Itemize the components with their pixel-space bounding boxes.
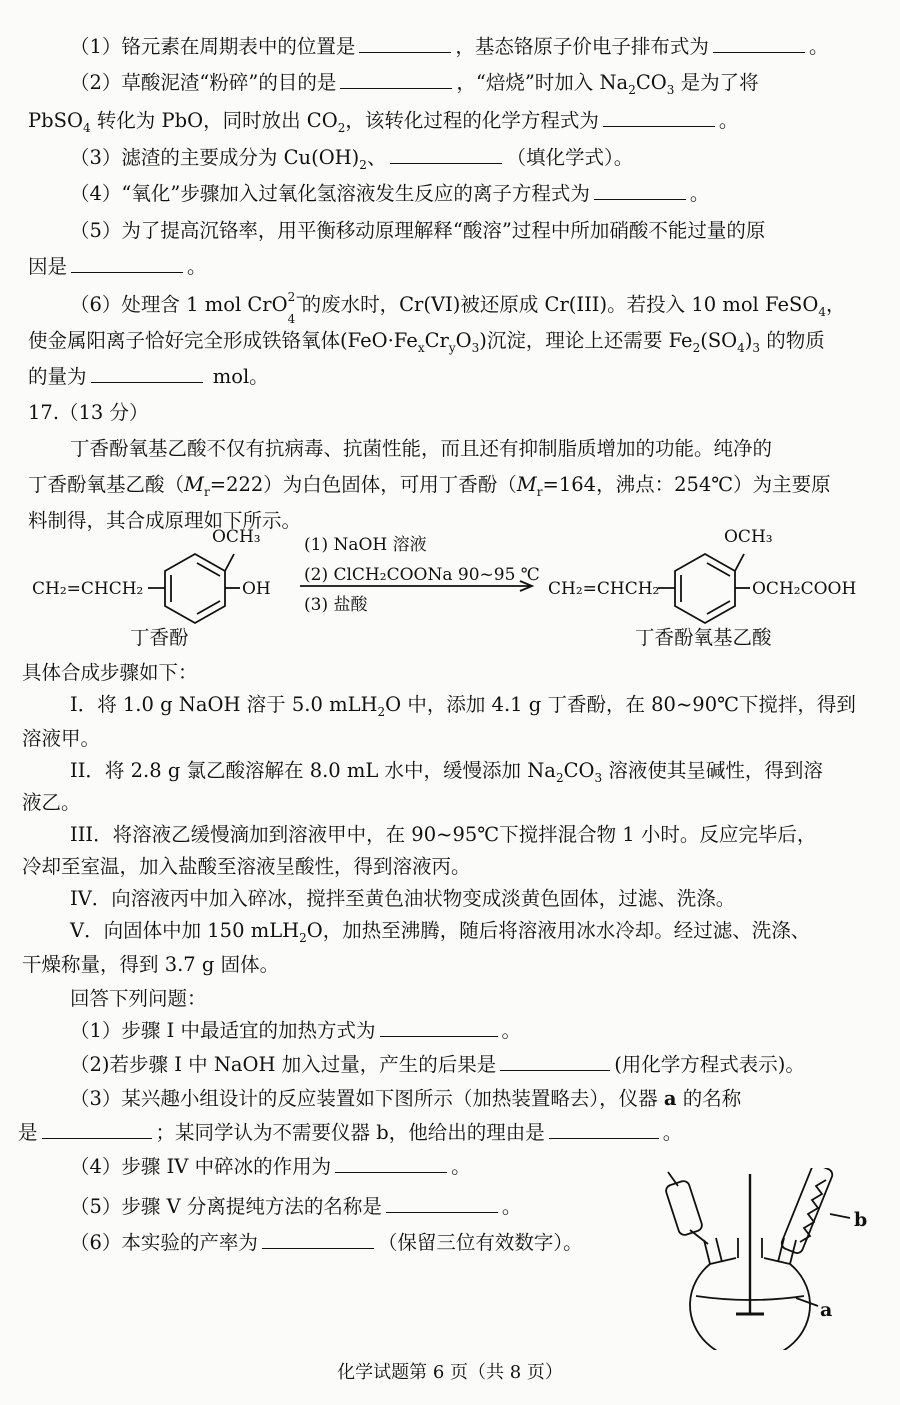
steps-title: 具体合成步骤如下：	[22, 661, 198, 684]
name-eugenol: 丁香酚	[130, 626, 189, 649]
benzene-ring-left	[165, 554, 225, 623]
page-footer: 化学试题第 6 页（共 8 页）	[337, 1362, 563, 1383]
och3-left: OCH₃	[212, 527, 261, 547]
q17-intro-3: 料制得，其合成原理如下所示。	[28, 509, 302, 532]
answer-1: （1）步骤 I 中最适宜的加热方式为 。	[70, 1014, 900, 1048]
answer-blank[interactable]	[359, 30, 451, 53]
answer-blank[interactable]	[713, 30, 805, 53]
dropping-funnel	[665, 1180, 704, 1237]
answer-blank[interactable]	[262, 1226, 374, 1249]
oh-group: OH	[242, 579, 271, 599]
q16-part6-cont: 使金属阳离子恰好完全形成铁铬氧体$(FeO\cdot Fe_xCr_yO_3)$沉淀，理论上还需要 $Fe_2(SO_4)_3$ 的物质	[28, 329, 825, 355]
step-3-cont: 冷却至室温，加入盐酸至溶液呈酸性，得到溶液丙。	[22, 855, 471, 878]
q16-part5: （5）为了提高沉铬率，用平衡移动原理解释“酸溶”过程中所加硝酸不能过量的原	[70, 219, 766, 242]
name-product: 丁香酚氧基乙酸	[635, 626, 772, 649]
label-b: b	[854, 1209, 868, 1231]
answer-title: 回答下列问题：	[70, 987, 207, 1010]
answer-blank[interactable]	[594, 177, 686, 200]
answer-blank[interactable]	[71, 250, 183, 273]
q16-part2-cont: PbSO$_4$ 转化为 PbO，同时放出 $CO_2$，该转化过程的化学方程式为 。	[28, 104, 900, 138]
step-5-cont: 干燥称量，得到 3.7 g 固体。	[22, 953, 280, 976]
answer-3: （3）某兴趣小组设计的反应装置如下图所示（加热装置略去），仪器 a 的名称	[70, 1087, 742, 1110]
answer-2: （2)若步骤 I 中 NaOH 加入过量，产生的后果是 (用化学方程式表示)。	[70, 1048, 900, 1082]
q17-header: 17.（13 分）	[28, 401, 149, 424]
step-5: V．向固体中加 150 mLH$_2$O，加热至沸腾，随后将溶液用冰水冷却。经过滤、洗涤、	[70, 919, 811, 945]
answer-blank[interactable]	[335, 1150, 447, 1173]
label-a: a	[820, 1299, 833, 1321]
step-4: IV．向溶液丙中加入碎冰，搅拌至黄色油状物变成淡黄色固体，过滤、洗涤。	[70, 887, 736, 910]
answer-blank[interactable]	[390, 141, 502, 164]
q17-intro: 丁香酚氧基乙酸不仅有抗病毒、抗菌性能，而且还有抑制脂质增加的功能。纯净的	[70, 437, 773, 460]
reagent-3: (3) 盐酸	[304, 595, 368, 615]
answer-6: （6）本实验的产率为 （保留三位有效数字）。	[70, 1226, 900, 1260]
q16-part3: （3）滤渣的主要成分为 $Cu(OH)_2$、 （填化学式）。	[70, 141, 900, 175]
answer-blank[interactable]	[500, 1048, 610, 1071]
q16-part6: （6）处理含 1 mol CrO 2− 4 的废水时，Cr(VI)被还原成 Cr(III)。若投入 10 mol FeSO$_4$，	[70, 290, 846, 326]
q16-part2: （2）草酸泥渣“粉碎”的目的是 ，“焙烧”时加入 $Na_2CO_3$ 是为了将	[70, 66, 900, 100]
answer-blank[interactable]	[386, 1190, 498, 1213]
answer-blank[interactable]	[380, 1014, 498, 1037]
step-1-cont: 溶液甲。	[22, 727, 101, 750]
step-1: I．将 1.0 g NaOH 溶于 5.0 mLH$_2$O 中，添加 4.1 g 丁香酚，在 80~90℃下搅拌，得到	[70, 693, 856, 719]
oxyacetic-group: OCH₂COOH	[752, 579, 857, 599]
reagent-1: (1) NaOH 溶液	[304, 535, 427, 555]
q16-part1: （1）铬元素在周期表中的位置是 ，基态铬原子价电子排布式为 。	[70, 30, 900, 64]
q17-intro-2: 丁香酚氧基乙酸$(M_r=222)$为白色固体，可用丁香酚（$M_r=164$，沸点：254℃）为主要原	[28, 473, 831, 499]
q16-part4: （4）“氧化”步骤加入过氧化氢溶液发生反应的离子方程式为 。	[70, 177, 900, 211]
q16-part6-cont2: 的量为 mol。	[28, 360, 900, 394]
och3-right: OCH₃	[724, 527, 773, 547]
reagent-2: (2) ClCH₂COONa 90~95 ℃	[304, 565, 540, 585]
reaction-scheme	[0, 518, 900, 658]
answer-5: （5）步骤 V 分离提纯方法的名称是 。	[70, 1190, 900, 1224]
q16-part5-cont: 因是 。	[28, 250, 900, 284]
reaction-apparatus	[650, 1168, 880, 1350]
answer-blank[interactable]	[549, 1116, 659, 1139]
answer-blank[interactable]	[91, 360, 203, 383]
answer-3-cont: 是 ；某同学认为不需要仪器 b，他给出的理由是 。	[18, 1116, 900, 1150]
chain-left: CH₂=CHCH₂	[32, 579, 144, 599]
answer-blank[interactable]	[42, 1116, 152, 1139]
step-2-cont: 液乙。	[22, 791, 81, 814]
benzene-ring-right	[675, 554, 735, 623]
chain-right: CH₂=CHCH₂	[548, 579, 660, 599]
step-2: II．将 2.8 g 氯乙酸溶解在 8.0 mL 水中，缓慢添加 $Na_2CO_3$ 溶液使其呈碱性，得到溶	[70, 759, 823, 785]
answer-blank[interactable]	[603, 104, 715, 127]
answer-4: （4）步骤 IV 中碎冰的作用为 。	[70, 1150, 900, 1184]
answer-blank[interactable]	[340, 66, 452, 89]
step-3: III．将溶液乙缓慢滴加到溶液甲中，在 90~95℃下搅拌混合物 1 小时。反应完毕后，	[70, 823, 817, 846]
